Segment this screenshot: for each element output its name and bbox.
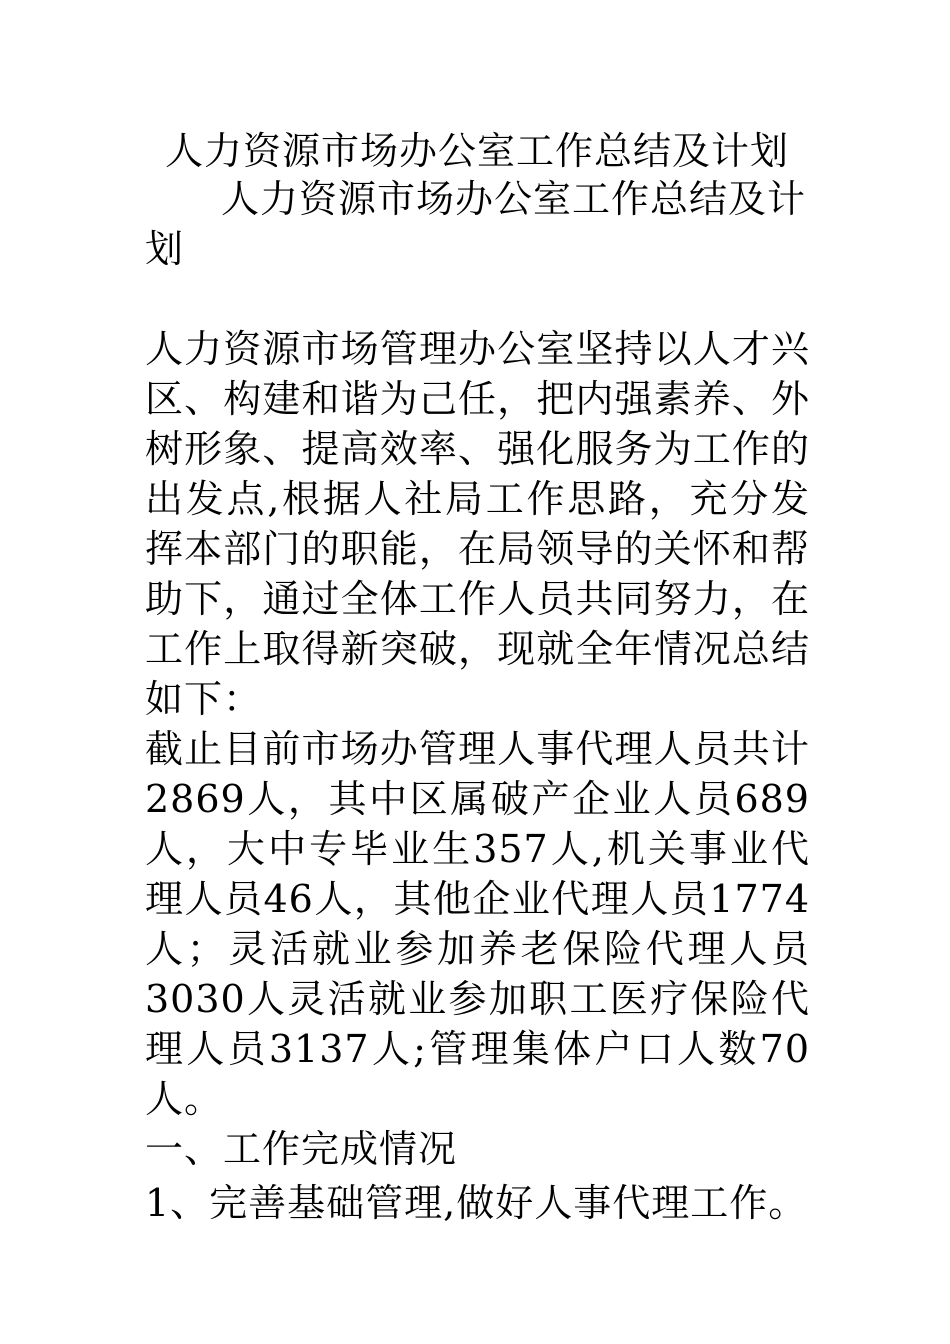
section-heading: 一、工作完成情况: [145, 1127, 458, 1171]
document-title: 人力资源市场办公室工作总结及计划: [164, 129, 789, 173]
intro-paragraph: 人力资源市场管理办公室坚持以人才兴区、构建和谐为己任，把内强素养、外树形象、提高效率、强化服务为工作的出发点,根据人社局工作思路，充分发挥本部门的职能，在局领导的关怀和帮助下，通过全体工作人员共同努力，在工作上取得新突破，现就全年情况总结如下：: [145, 327, 810, 721]
blank-line: [145, 274, 810, 324]
stats-paragraph: 截止目前市场办管理人事代理人员共计2869人，其中区属破产企业人员689人，大中专毕业生357人,机关事业代理人员46人，其他企业代理人员1774人；灵活就业参加养老保险代理人员3030人灵活就业参加职工医疗保险代理人员3137人;管理集体户口人数70人。: [145, 727, 810, 1121]
item-heading: 1、完善基础管理,做好人事代理工作。: [145, 1181, 808, 1225]
document-subtitle: 人力资源市场办公室工作总结及计划: [145, 177, 807, 271]
document-page: [145, 128, 810, 1228]
